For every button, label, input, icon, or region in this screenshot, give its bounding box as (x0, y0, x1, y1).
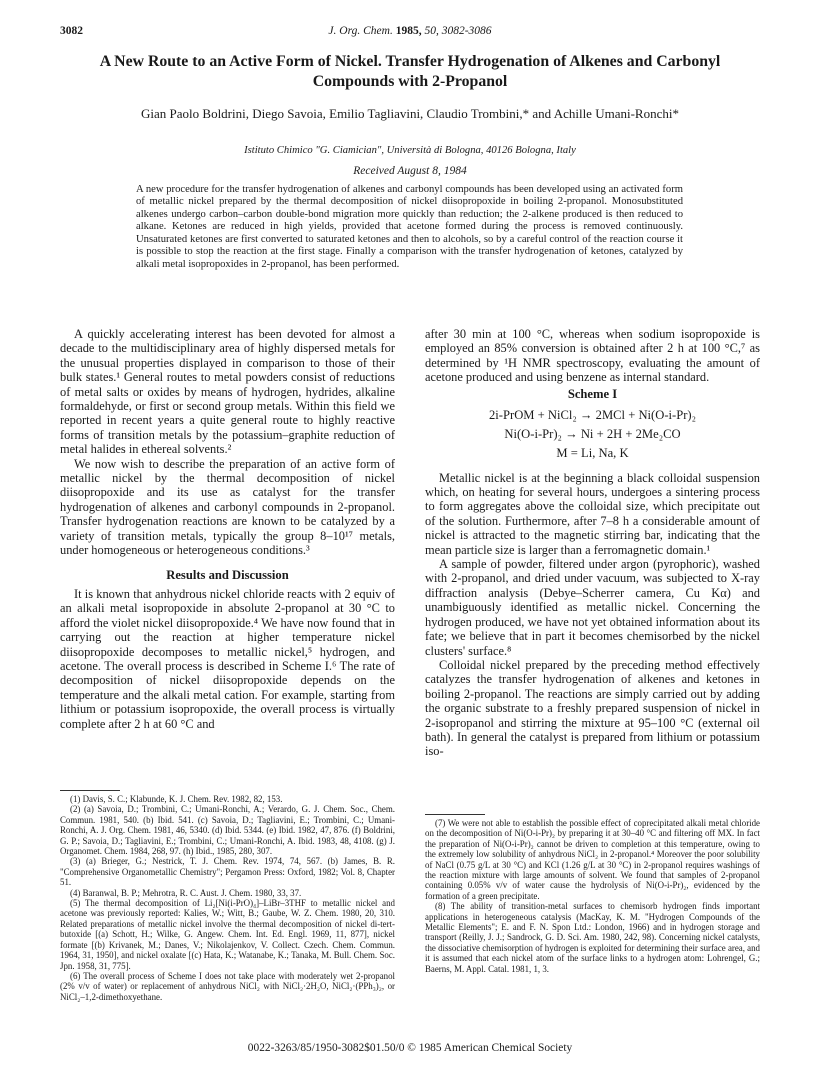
paragraph: A sample of powder, filtered under argon (pyrophoric), washed with 2-propanol, and dried under vacuum, was subjected to X-ray diffraction analysis (Debye–Scherrer camera, Cu Kα) and unambiguously identified as metallic nickel. Concerning the hydrogen produced, we have not yet obtained information about its fate; we believe that in part it becomes chemisorbed by the nickel clusters' surface.⁸ (425, 557, 760, 658)
paragraph: Colloidal nickel prepared by the preceding method effectively catalyzes the transfer hydrogenation of alkenes and ketones in boiling 2-propanol. The reactions are simply carried out by adding the organic substrate to a freshly prepared suspension of nickel in 2-isopropanol and stirring the mixture at 95–100 °C (external oil bath). In general the catalyst is prepared from lithium or potassium iso- (425, 657, 760, 759)
scheme-block (425, 385, 760, 463)
running-header (60, 25, 760, 41)
paragraph: We now wish to describe the preparation of an active form of metallic nickel by the thermal decomposition of nickel diisopropoxide and its use as catalyst for the transfer hydrogenation of alkenes and carbonyl compounds in 2-propanol. Transfer hydrogenation reactions are known to be catalyzed by a variety of transition metals, typically the group 8–10¹⁷ metals, under homogeneous or heterogeneous conditions.³ (60, 456, 395, 558)
left-column (60, 327, 395, 731)
scheme-equation: Ni(O-i-Pr)₂ → Ni + 2H + 2Me₂CO (504, 426, 681, 441)
affiliation: Istituto Chimico "G. Ciamician", Università di Bologna, 40126 Bologna, Italy (244, 145, 576, 156)
journal-volume: 50, (424, 25, 439, 37)
footnotes-right (425, 818, 760, 974)
footnote: (1) Davis, S. C.; Klabunde, K. J. Chem. Rev. 1982, 82, 153. (70, 794, 283, 804)
journal-name: J. Org. Chem. (328, 25, 393, 37)
journal-year: 1985, (395, 25, 422, 37)
author-list: Gian Paolo Boldrini, Diego Savoia, Emilio Tagliavini, Claudio Trombini,* and Achille Umani-Ronchi* (141, 106, 679, 121)
footnote-divider (60, 790, 120, 791)
journal-citation (60, 25, 760, 37)
paragraph: It is known that anhydrous nickel chloride reacts with 2 equiv of an alkali metal isopropoxide in absolute 2-propanol at 30 °C to afford the violet nickel diisopropoxide.⁴ We have now found that in carrying out the reaction at higher temperature nickel diisopropoxide decomposes to metallic nickel,⁵ hydrogen, and acetone. The overall process is described in Scheme I.⁶ The rate of decomposition of nickel diisopropoxide depends on the temperature and the alkali metal cation. For example, starting from lithium or potassium isopropoxide, the overall process is virtually complete after 2 h at 60 °C and (60, 586, 395, 731)
footnote: (8) The ability of transition-metal surfaces to chemisorb hydrogen finds important applications in heterogeneous catalysis (MacKay, K. M. "Hydrogen Compounds of the Metallic Elements"; E. and F. N. Spon Ltd.: London, 1966) and in hydrogen storage and transport (Reilly, J. J.; Sandrock, G. D. Sci. Am. 1980, 242, 98). Concerning nickel catalysts, the dissociative chemisorption of hydrogen is exploited for determining their surface area, and it is assumed that each nickel atom of the surface links to a hydrogen atom: Lohrengel, G.; Baerns, M. Appl. Catal. 1981, 1, 3. (425, 901, 760, 974)
scheme-equation: M = Li, Na, K (556, 445, 629, 460)
footnote: (6) The overall process of Scheme I does not take place with moderately wet 2-propanol (2% v/v of water) or replacement of anhydrous NiCl₂ with NiCl₂·2H₂O, NiCl₂·(PPh₃)₂, or NiCl₂–1,2-dimethoxyethane. (60, 970, 395, 1002)
footnote: (3) (a) Brieger, G.; Nestrick, T. J. Chem. Rev. 1974, 74, 567. (b) James, B. R. "Comprehensive Organometallic Chemistry"; Pergamon Press: Oxford, 1982; Vol. 8, Chapter 51. (60, 856, 395, 888)
right-column (425, 327, 760, 759)
paragraph: A quickly accelerating interest has been devoted for almost a decade to the multidisciplinary area of highly dispersed metals for the unusual properties displayed in comparison to those of their bulk states.¹ General routes to metal powders consist of reductions of metal salts or oxides by means of hydrogen, hydrides, alkaline formaldehyde, or first or second group metals. Within this field we reported in recent years a quite general route to highly reactive forms of transition metals by the potassium–graphite reduction of metal halides in ethereal solvents.² (60, 327, 395, 457)
article-title: A New Route to an Active Form of Nickel. Transfer Hydrogenation of Alkenes and Carbonyl Compounds with 2-Propanol (99, 53, 721, 90)
footnote-divider (425, 814, 485, 815)
page-number: 3082 (60, 25, 83, 37)
copyright-footer: 0022-3263/85/1950-3082$01.50/0 © 1985 American Chemical Society (247, 1042, 573, 1054)
journal-pages: 3082-3086 (441, 25, 492, 37)
footnote: (2) (a) Savoia, D.; Trombini, C.; Umani-Ronchi, A.; Verardo, G. J. Chem. Soc., Chem. Commun. 1981, 540. (b) Ibid. 541. (c) Savoia, D.; Tagliavini, E.; Trombini, C.; Umani-Ronchi, A. J. Org. Chem. 1981, 46, 5340. (d) Ibid. 5344. (e) Ibid. 1982, 47, 876. (f) Boldrini, G. P.; Savoia, D.; Tagliavini, E.; Trombini, C.; Umani-Ronchi, A. Ibid. 1983, 48, 4108. (g) J. Organomet. Chem. 1984, 268, 97. (h) Ibid., 1985, 280, 307. (60, 804, 395, 857)
paragraph: after 30 min at 100 °C, whereas when sodium isopropoxide is employed an 85% conversion is obtained after 2 h at 100 °C,⁷ as determined by ¹H NMR spectroscopy, evaluating the amount of acetone produced and using benzene as internal standard. (425, 327, 760, 385)
footnote: (5) The thermal decomposition of Li₂[Ni(i-PrO)₄]–LiBr–3THF to metallic nickel and acetone was previously reported: Kalies, W.; Witt, B.; Gaube, W. Z. Chem. 1980, 20, 310. Related preparations of metallic nickel involve the thermal decomposition of nickel di-tert-butoxide [(a) Schott, H.; Wilke, G. Angew. Chem. Int. Ed. Engl. 1969, 11, 877], nickel formate [(b) Krivanek, M.; Danes, V.; Nikolajenkov, V. Collect. Czech. Chem. Commun. 1964, 31, 1950], and nickel oxalate [(c) Hata, K.; Watanabe, K.; Tanaka, M. Bull. Chem. Soc. Jpn. 1958, 31, 775]. (60, 898, 395, 971)
section-heading: Results and Discussion (166, 567, 289, 582)
received-date: Received August 8, 1984 (353, 165, 467, 177)
paragraph: Metallic nickel is at the beginning a black colloidal suspension which, on heating for several hours, undergoes a sintering process to form aggregates above the colloidal size, which precipitate out of the solution. Furthermore, after 7–8 h a considerable amount of nickel is attracted to the magnetic stirring bar, indicating that the mean particle size is larger than a ferromagnetic domain.¹ (425, 470, 760, 557)
scheme-title: Scheme I (567, 386, 618, 401)
footnotes-left (60, 794, 395, 1002)
abstract: A new procedure for the transfer hydrogenation of alkenes and carbonyl compounds has been developed using an activated form of metallic nickel prepared by the thermal decomposition of nickel diisopropoxide in boiling 2-propanol. Monosubstituted alkenes undergo carbon–carbon double-bond migration more quickly than reduction; the 2-alkene produced is then reduced to alkane. Ketones are reduced in high yields, provided that acetone formed during the process is removed continuously. Unsaturated ketones are first converted to saturated ketones and then to alcohols, so by a careful control of the reaction course it is possible to stop the reaction at the first stage. Finally a comparison with the transfer hydrogenation of ketones, catalyzed by alkali metal isopropoxides in 2-propanol, has been performed. (136, 184, 683, 270)
scheme-equation: 2i-PrOM + NiCl₂ → 2MCl + Ni(O-i-Pr)₂ (489, 407, 696, 422)
footnote: (7) We were not able to establish the possible effect of coprecipitated alkali metal chloride on the decomposition of Ni(O-i-Pr)₂ by preparing it at 30–40 °C and filtering off MX. In fact the preparation of Ni(O-i-Pr)₂ cannot be driven to completion at this temperature, owing to the extremely low solubility of anhydrous NiCl₂ in 2-propanol.⁴ Moreover the poor solubility of NaCl (0.75 g/L at 30 °C) and KCl (1.26 g/L at 30 °C) in 2-propanol requires washings of the reaction mixture with large amounts of solvent. We found that samples of 2-propanol containing 0.05% v/v of water cause the hydrolysis of Ni(O-i-Pr)₂, evidenced by the formation of a green precipitate. (425, 818, 760, 901)
footnote: (4) Baranwal, B. P.; Mehrotra, R. C. Aust. J. Chem. 1980, 33, 37. (70, 887, 302, 898)
